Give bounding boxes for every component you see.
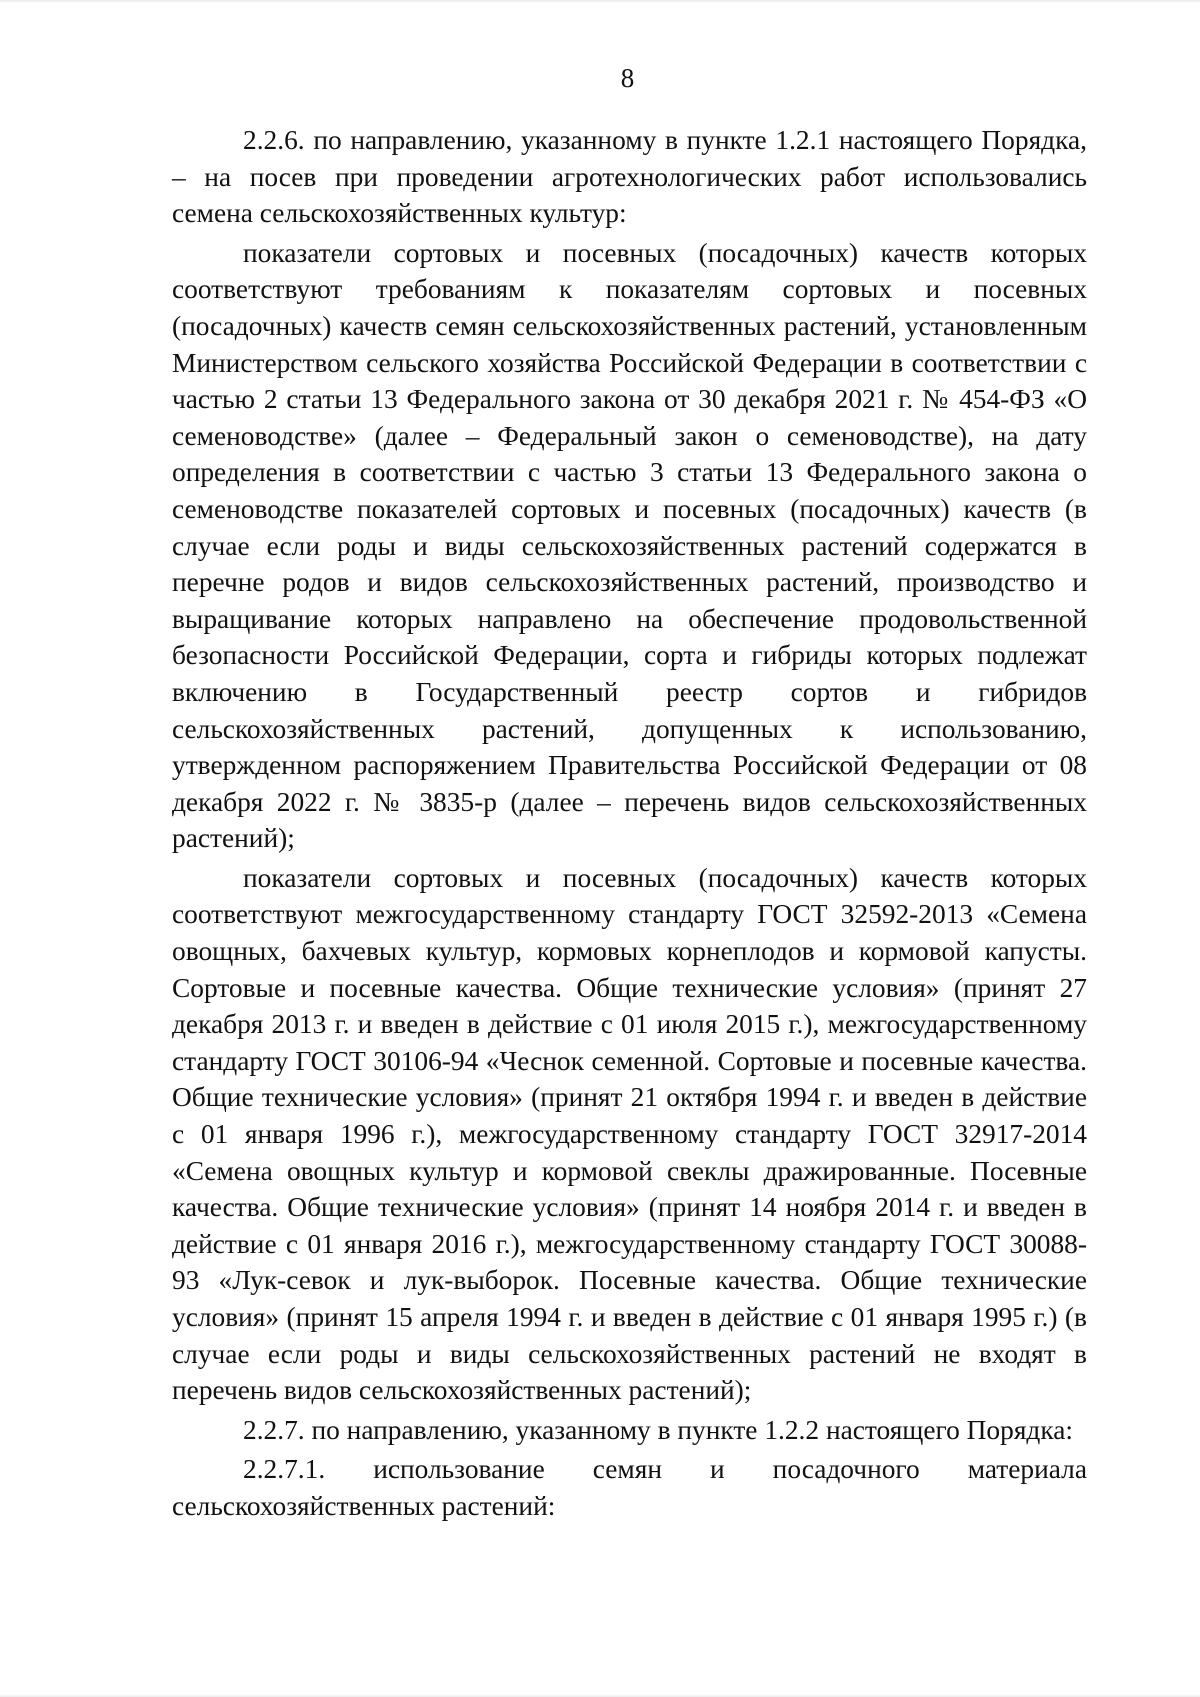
paragraph-gost-standards: показатели сортовых и посевных (посадочных) качеств которых соответствуют межгосударственному стандарту ГОСТ 32592-2013 «Семена овощных, бахчевых культур, кормовых корнеплодов и кормовой капусты. Сортовые и посевные качества. Общие технические условия» (принят 27 декабря 2013 г. и введен в действие с 01 июля 2015 г.), межгосударственному стандарту ГОСТ 30106-94 «Чеснок семенной. Сортовые и посевные качества. Общие технические условия» (принят 21 октября 1994 г. и введен в действие с 01 января 1996 г.), межгосударственному стандарту ГОСТ 32917-2014 «Семена овощных культур и кормовой свеклы дражированные. Посевные качества. Общие технические условия» (принят 14 ноября 2014 г. и введен в действие с 01 января 2016 г.), межгосударственному стандарту ГОСТ 30088-93 «Лук-севок и лук-выборок. Посевные качества. Общие технические условия» (принят 15 апреля 1994 г. и введен в действие с 01 января 1995 г.) (в случае если роды и виды сельскохозяйственных растений не входят в перечень видов сельскохозяйственных растений); <box>172 862 1087 1406</box>
paragraph-2-2-6: 2.2.6. по направлению, указанному в пункте 1.2.1 настоящего Порядка, – на посев при проведении агротехнологических работ использовались семена сельскохозяйственных культур: <box>172 125 1087 229</box>
paragraph-seed-quality-requirements: показатели сортовых и посевных (посадочных) качеств которых соответствуют требованиям к показателям сортовых и посевных (посадочных) качеств семян сельскохозяйственных растений, установленным Министерством сельского хозяйства Российской Федерации в соответствии с частью 2 статьи 13 Федерального закона от 30 декабря 2021 г. № 454-ФЗ «О семеноводстве» (далее – Федеральный закон о семеноводстве), на дату определения в соответствии с частью 3 статьи 13 Федерального закона о семеноводстве показателей сортовых и посевных (посадочных) качеств (в случае если роды и виды сельскохозяйственных растений содержатся в перечне родов и видов сельскохозяйственных растений, производство и выращивание которых направлено на обеспечение продовольственной безопасности Российской Федерации, сорта и гибриды которых подлежат включению в Государственный реестр сортов и гибридов сельскохозяйственных растений, допущенных к использованию, утвержденном распоряжением Правительства Российской Федерации от 08 декабря 2022 г. № 3835-р (далее – перечень видов сельскохозяйственных растений); <box>172 237 1087 854</box>
paragraph-2-2-7: 2.2.7. по направлению, указанному в пункте 1.2.2 настоящего Порядка: <box>243 1414 1074 1445</box>
document-body <box>172 122 1087 1525</box>
scan-edge-top <box>0 0 1200 3</box>
page-number: 8 <box>620 63 635 93</box>
paragraph-2-2-7-1: 2.2.7.1. использование семян и посадочного материала сельскохозяйственных растений: <box>172 1454 1087 1521</box>
